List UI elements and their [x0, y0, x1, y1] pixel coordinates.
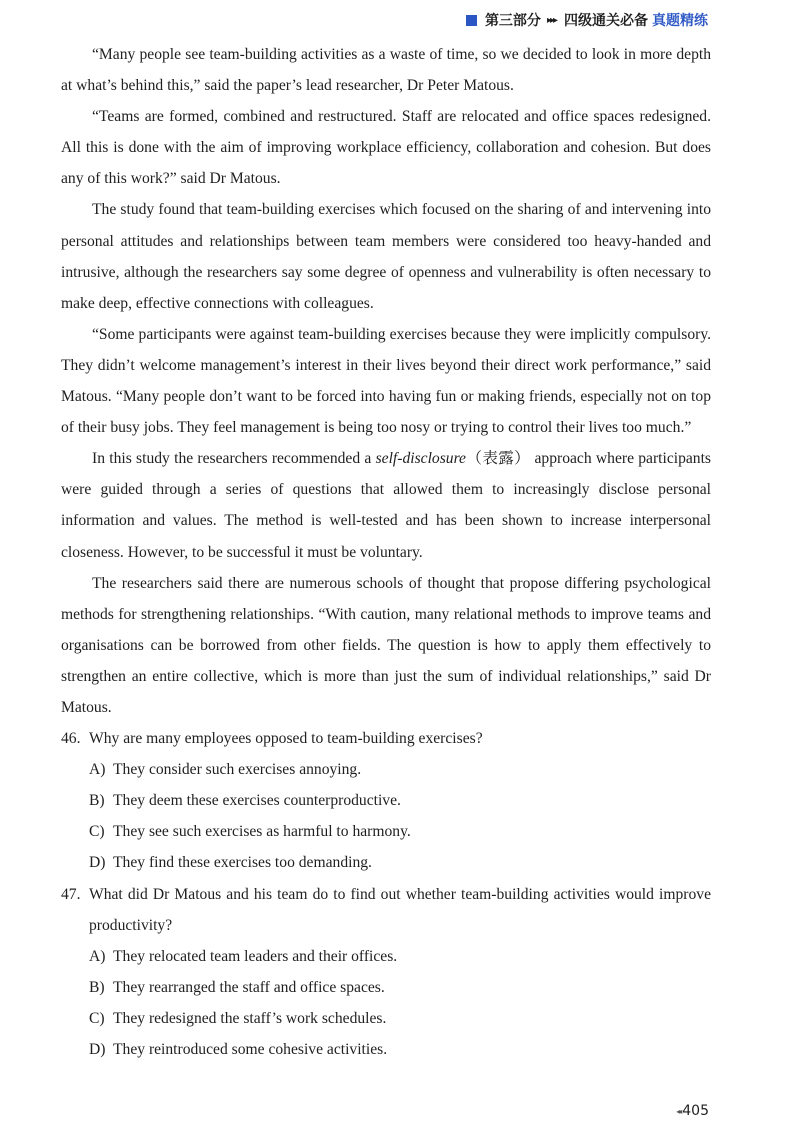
page-number-text: 405: [682, 1103, 709, 1119]
paragraph-5-after: approach where participants were guided through a series of questions that allowed them to increasingly disclose personal information and values. The method is well-tested and has been shown to increase interpersonal closeness. However, to be successful it must be voluntary.: [61, 450, 712, 561]
option-letter: C): [89, 1009, 105, 1027]
option-text: They relocated team leaders and their offices.: [113, 947, 398, 965]
question-47: [61, 879, 711, 941]
page-number: [676, 1103, 709, 1119]
option-text: They rearranged the staff and office spaces.: [113, 978, 385, 996]
paragraph-5: [61, 443, 711, 567]
paragraph-2: “Teams are formed, combined and restructured. Staff are relocated and office spaces redesigned. All this is done with the aim of improving workplace efficiency, collaboration and cohesion. But does any of this work?” said Dr Matous.: [61, 108, 711, 188]
option-46-d[interactable]: [61, 847, 711, 878]
term-self-disclosure: self-disclosure: [375, 450, 466, 468]
option-letter: B): [89, 792, 105, 810]
guide-label: 四级通关必备: [564, 13, 648, 29]
passage-content: [61, 39, 711, 1065]
blue-square-icon: [466, 15, 477, 26]
option-47-d[interactable]: [61, 1034, 711, 1065]
option-letter: D): [89, 1041, 106, 1058]
term-gloss: （表露）: [465, 450, 531, 468]
option-47-b[interactable]: [61, 972, 711, 1003]
section-label: 第三部分: [484, 13, 541, 29]
paragraph-5-before: In this study the researchers recommended a: [92, 450, 376, 468]
option-text: They find these exercises too demanding.: [113, 854, 372, 872]
option-46-b[interactable]: [61, 785, 711, 816]
option-letter: B): [89, 978, 105, 996]
page-header: [466, 8, 708, 32]
paragraph-3: The study found that team-building exercises which focused on the sharing of and intervening into personal attitudes and relationships between team members were considered too heavy-handed and intrusive, although the researchers say some degree of openness and vulnerability is often necessary to make deep, effective connections with colleagues.: [61, 201, 711, 312]
paragraph-1: “Many people see team-building activities as a waste of time, so we decided to look in more depth at what’s behind this,” said the paper’s lead researcher, Dr Peter Matous.: [61, 46, 711, 95]
option-47-a[interactable]: [61, 941, 711, 972]
option-letter: D): [89, 854, 106, 872]
paragraph-4: “Some participants were against team-building exercises because they were implicitly compulsory. They didn’t welcome management’s interest in their lives beyond their direct work performance,” said Matous. “Many people don’t want to be forced into having fun or making friends, especially not on top of their busy jobs. They feel management is being too nosy or trying to control their lives too much.”: [61, 325, 711, 437]
option-text: They deem these exercises counterproductive.: [113, 792, 401, 810]
question-text: Why are many employees opposed to team-building exercises?: [89, 730, 483, 748]
question-46: [61, 723, 711, 754]
option-text: They see such exercises as harmful to harmony.: [113, 823, 411, 841]
option-letter: A): [89, 761, 106, 779]
option-46-c[interactable]: [61, 816, 711, 847]
question-number: 46.: [61, 730, 81, 748]
option-letter: A): [89, 947, 106, 965]
option-letter: C): [89, 823, 105, 841]
option-46-a[interactable]: [61, 754, 711, 785]
paragraph-6: The researchers said there are numerous schools of thought that propose differing psychological methods for strengthening relationships. “With caution, many relational methods to improve teams and organisations can be borrowed from other fields. The question is how to apply them effectively to strengthen an entire collective, which is more than just the sum of individual relationships,” said Dr Matous.: [61, 574, 711, 716]
option-47-c[interactable]: [61, 1003, 711, 1034]
question-number: 47.: [61, 885, 81, 903]
option-text: They consider such exercises annoying.: [113, 761, 362, 779]
triple-arrow-icon: ▸▸▸: [546, 14, 556, 26]
option-text: They reintroduced some cohesive activities.: [113, 1041, 388, 1058]
brand-label: 真题精练: [652, 13, 708, 29]
option-text: They redesigned the staff’s work schedules.: [113, 1009, 387, 1027]
question-text: What did Dr Matous and his team do to find out whether team-building activities would improve productivity?: [89, 885, 711, 934]
double-arrow-left-icon: ◂◂: [676, 1106, 681, 1116]
